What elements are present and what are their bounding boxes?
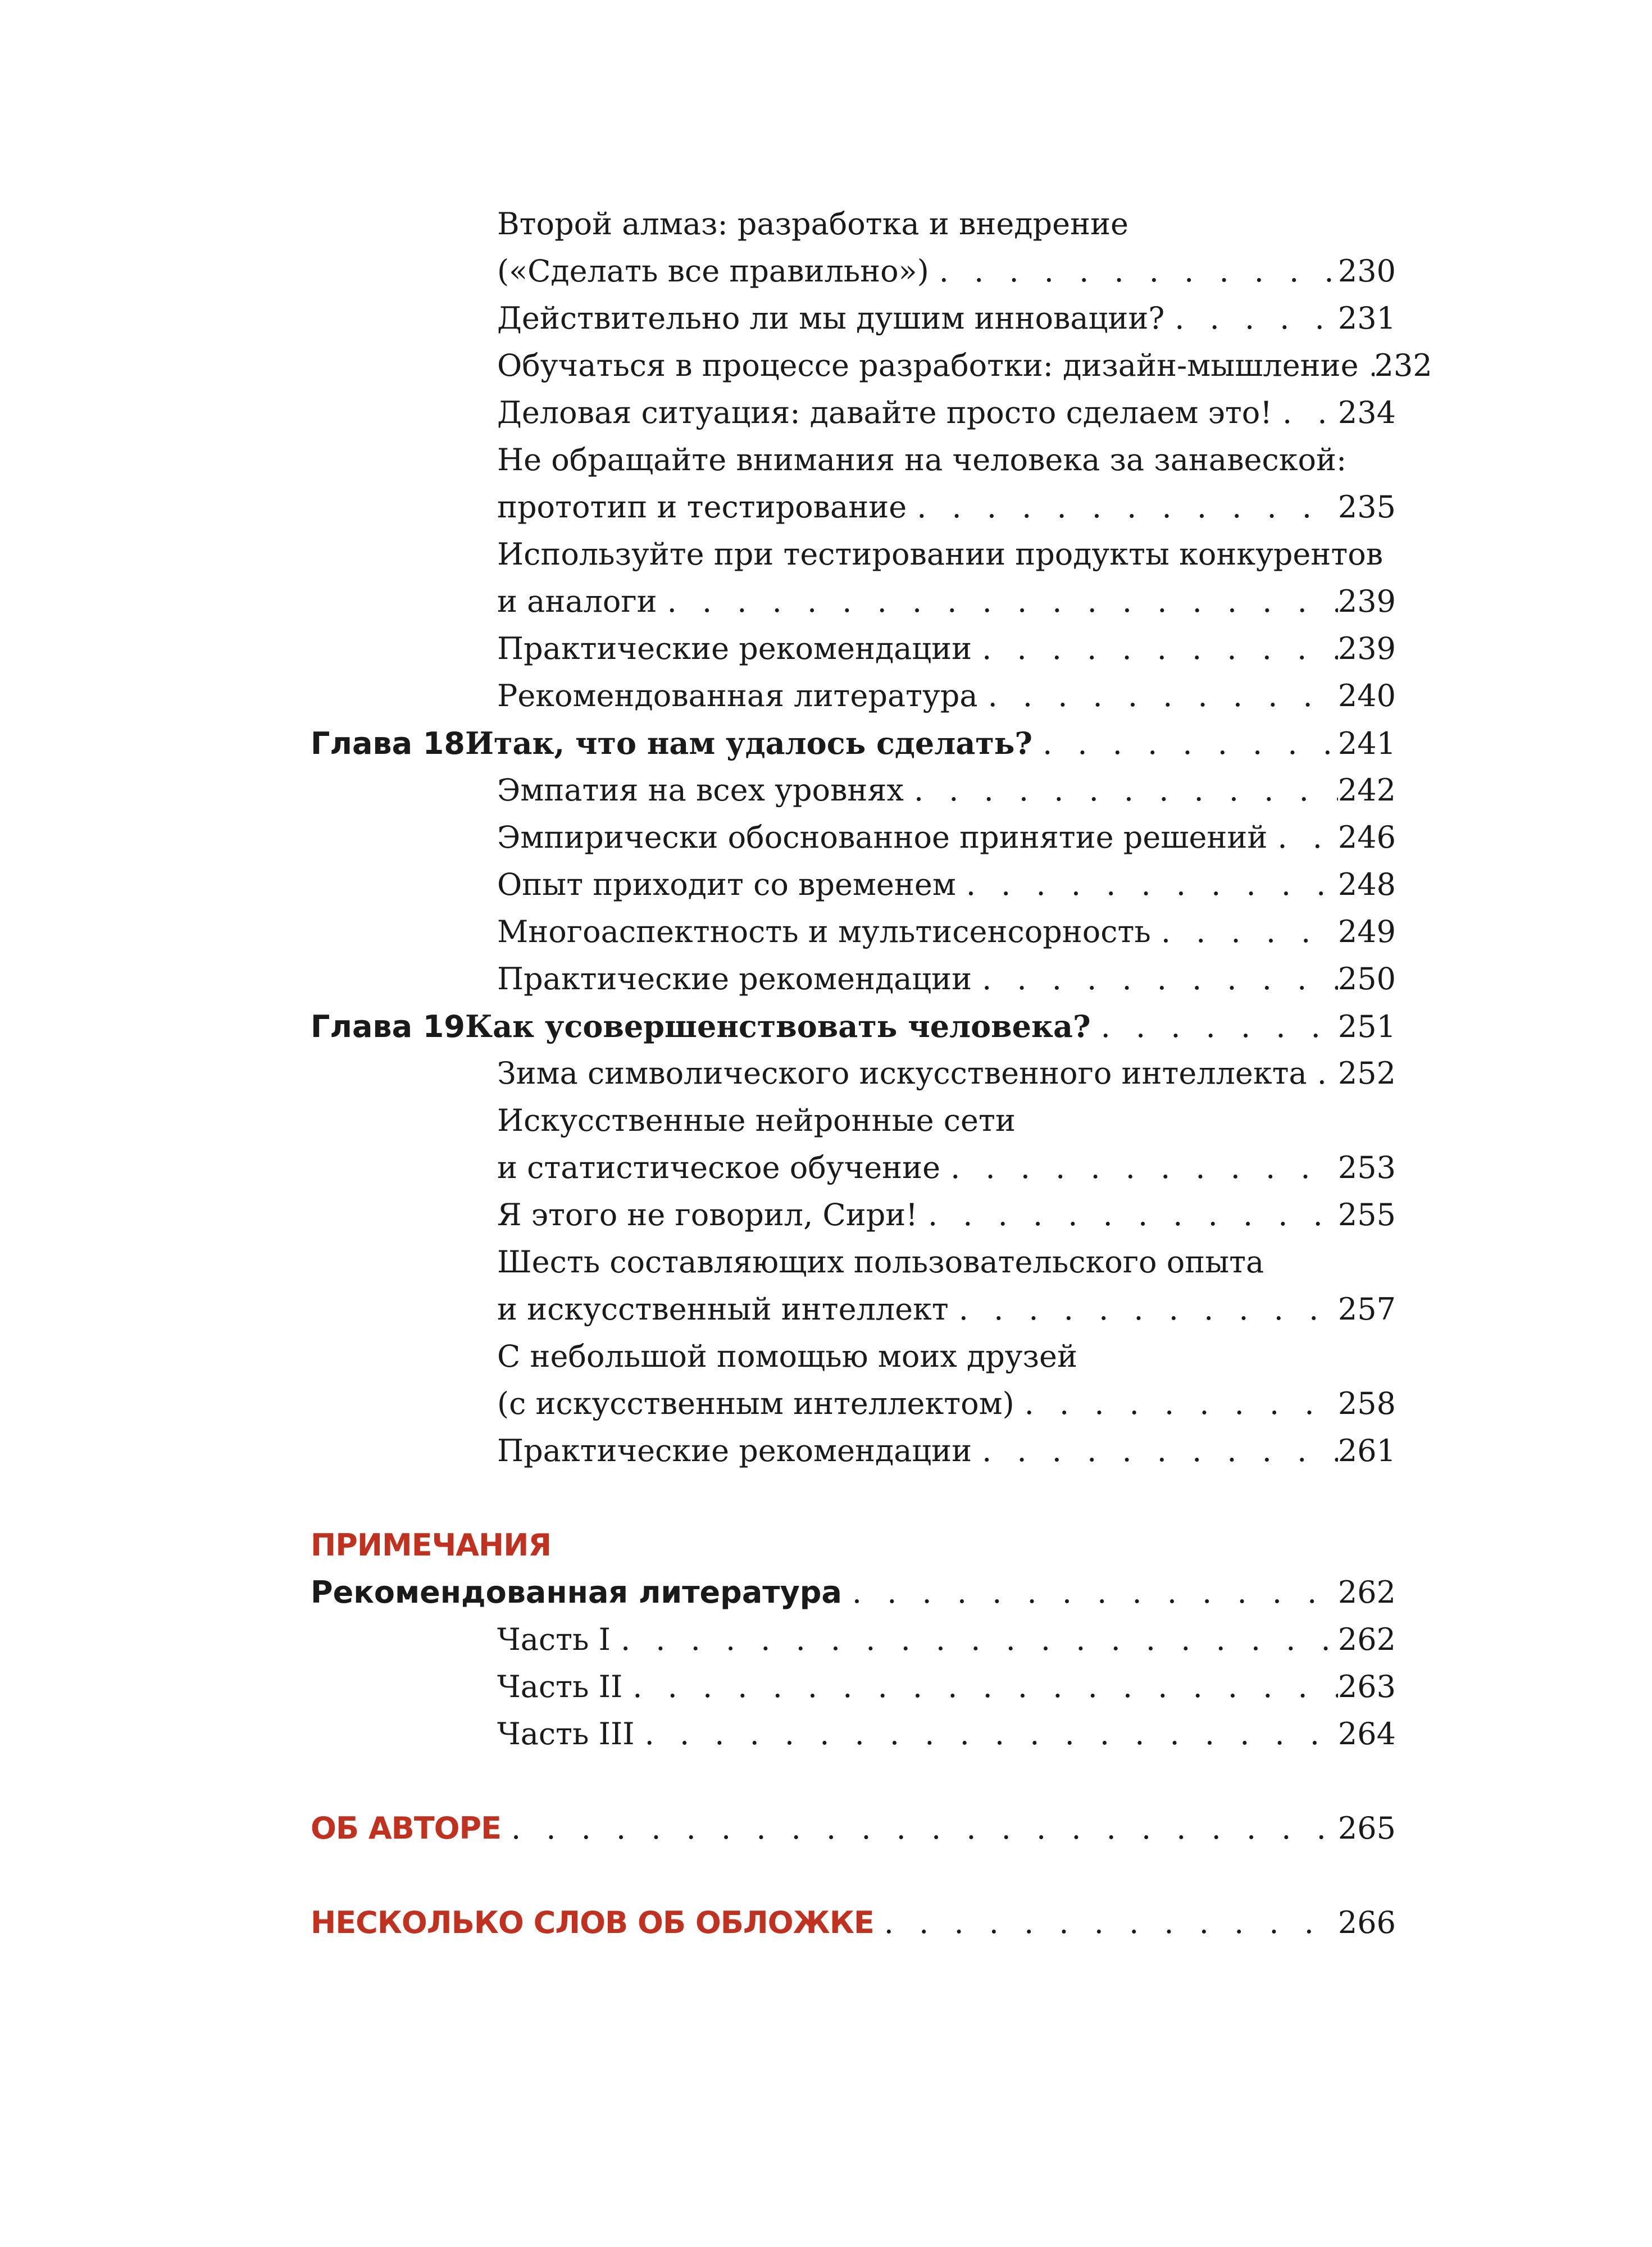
page-number: 264 — [1337, 1716, 1396, 1752]
page-number: 262 — [1337, 1575, 1396, 1610]
dot-leader — [622, 1663, 1338, 1711]
about-heading: ОБ АВТОРЕ — [311, 1811, 502, 1846]
toc-entry[interactable] — [497, 1191, 1396, 1239]
toc-entry-title-line1: Второй алмаз: разработка и внедрение — [497, 206, 1129, 242]
dot-leader — [978, 672, 1338, 720]
toc-entry-title-line2: («Сделать все правильно») — [497, 253, 929, 289]
toc-entry[interactable] — [497, 1380, 1396, 1427]
part-title: Часть II — [497, 1669, 623, 1704]
dot-leader — [1307, 1050, 1338, 1097]
toc-entry[interactable] — [497, 248, 1396, 295]
section-heading-notes[interactable] — [311, 1522, 1396, 1569]
page-number: 265 — [1337, 1811, 1396, 1846]
toc-entry[interactable] — [497, 1616, 1396, 1663]
dot-leader — [972, 1427, 1338, 1475]
page-number: 240 — [1337, 678, 1396, 713]
toc-entry[interactable] — [497, 1427, 1396, 1475]
toc-entry-title: Опыт приходит со временем — [497, 867, 956, 902]
toc-entry-title-line1: Используйте при тестировании продукты конкурентов — [497, 536, 1384, 572]
page-number: 252 — [1337, 1056, 1396, 1091]
dot-leader — [1359, 342, 1375, 389]
toc-entry[interactable] — [497, 908, 1396, 956]
dot-leader — [611, 1616, 1338, 1663]
part-title: Часть III — [497, 1716, 635, 1752]
toc-entry-title: Многоаспектность и мультисенсорность — [497, 914, 1151, 949]
page-number: 239 — [1337, 631, 1396, 666]
page-number: 263 — [1337, 1669, 1396, 1704]
dot-leader — [972, 625, 1338, 672]
toc-entry[interactable] — [497, 342, 1432, 389]
notes-heading: ПРИМЕЧАНИЯ — [311, 1527, 551, 1563]
dot-leader — [1091, 1003, 1338, 1050]
toc-entry[interactable] — [497, 956, 1396, 1003]
dot-leader — [972, 956, 1338, 1003]
section-about-cover[interactable] — [311, 1899, 1396, 1946]
dot-leader — [635, 1711, 1338, 1758]
toc-entry-line — [497, 1097, 1396, 1144]
dot-leader — [1164, 295, 1338, 342]
chapter-title: Как усовершенствовать человека? — [465, 1008, 1091, 1044]
toc-entry-title-line1: Искусственные нейронные сети — [497, 1103, 1016, 1138]
page-number: 231 — [1337, 301, 1396, 336]
toc-entry-title: Практические рекомендации — [497, 1433, 972, 1468]
dot-leader — [918, 1191, 1338, 1239]
page-number: 242 — [1337, 772, 1396, 808]
toc-entry-title-line2: прототип и тестирование — [497, 489, 907, 525]
page-number: 266 — [1337, 1905, 1396, 1940]
page-number: 258 — [1337, 1386, 1396, 1421]
toc-entry-title: Эмпатия на всех уровнях — [497, 772, 904, 808]
cover-heading: НЕСКОЛЬКО СЛОВ ОБ ОБЛОЖКЕ — [311, 1905, 874, 1940]
chapter-label: Глава 18 — [311, 726, 465, 761]
toc-entry-title: Рекомендованная литература — [497, 678, 978, 713]
chapter-19-entry[interactable] — [311, 1003, 1396, 1050]
toc-entry-title: Зима символического искусственного интеллекта — [497, 1056, 1307, 1091]
toc-entry-title: Эмпирически обоснованное принятие решений — [497, 820, 1268, 855]
dot-leader — [940, 1144, 1338, 1191]
page-number: 253 — [1337, 1150, 1396, 1185]
dot-leader — [1267, 814, 1338, 861]
toc-entry[interactable] — [497, 389, 1396, 436]
toc-entry-title-line1: Не обращайте внимания на человека за занавеской: — [497, 442, 1347, 477]
page-number: 239 — [1337, 584, 1396, 619]
toc-entry[interactable] — [497, 861, 1396, 908]
toc-entry-line — [497, 436, 1396, 484]
page-number: 230 — [1337, 253, 1396, 289]
page-number: 255 — [1337, 1197, 1396, 1232]
chapter-title: Итак, что нам удалось сделать? — [465, 725, 1033, 761]
reading-list-entry[interactable] — [311, 1569, 1396, 1616]
chapter-18-entry[interactable] — [311, 720, 1396, 767]
toc-entry-title-line2: и статистическое обучение — [497, 1150, 941, 1185]
page-number: 241 — [1337, 726, 1396, 761]
dot-leader — [842, 1569, 1338, 1616]
dot-leader — [1032, 720, 1338, 767]
toc-entry-line — [497, 1239, 1396, 1286]
page-number: 235 — [1337, 489, 1396, 525]
page-number: 250 — [1337, 961, 1396, 997]
toc-entry-title-line2: и аналоги — [497, 584, 657, 619]
part-title: Часть I — [497, 1622, 611, 1657]
dot-leader — [929, 248, 1338, 295]
page-number: 251 — [1337, 1009, 1396, 1044]
dot-leader — [904, 767, 1338, 814]
toc-entry-title: Деловая ситуация: давайте просто сделаем это! — [497, 395, 1273, 430]
toc-entry-line — [497, 1333, 1396, 1380]
page-number: 262 — [1337, 1622, 1396, 1657]
toc-entry-title-line1: С небольшой помощью моих друзей — [497, 1339, 1077, 1374]
dot-leader — [956, 861, 1338, 908]
toc-entry-title: Практические рекомендации — [497, 961, 972, 997]
chapter-label: Глава 19 — [311, 1009, 465, 1044]
toc-entry[interactable] — [497, 814, 1396, 861]
page-number: 234 — [1337, 395, 1396, 430]
toc-entry[interactable] — [497, 1050, 1396, 1097]
dot-leader — [657, 578, 1338, 625]
toc-entry[interactable] — [497, 1144, 1396, 1191]
toc-entry[interactable] — [497, 1286, 1396, 1333]
toc-entry[interactable] — [497, 1711, 1396, 1758]
page-number: 232 — [1374, 348, 1432, 383]
toc-entry-title: Обучаться в процессе разработки: дизайн-мышление — [497, 348, 1359, 383]
toc-entry[interactable] — [497, 625, 1396, 672]
reading-list-title: Рекомендованная литература — [311, 1575, 842, 1610]
dot-leader — [1151, 908, 1338, 956]
toc-entry-title-line2: (с искусственным интеллектом) — [497, 1386, 1014, 1421]
toc-entry-title: Действительно ли мы душим инновации? — [497, 301, 1165, 336]
toc-entry[interactable] — [497, 767, 1396, 814]
toc-entry-title-line1: Шесть составляющих пользовательского опыта — [497, 1244, 1264, 1280]
dot-leader — [501, 1805, 1338, 1852]
toc-entry[interactable] — [497, 1663, 1396, 1711]
dot-leader — [949, 1286, 1338, 1333]
toc-entry-line — [497, 201, 1396, 248]
page-number: 261 — [1337, 1433, 1396, 1468]
toc-entry-title: Практические рекомендации — [497, 631, 972, 666]
dot-leader — [1014, 1380, 1338, 1427]
page-number: 249 — [1337, 914, 1396, 949]
toc-entry[interactable] — [497, 295, 1396, 342]
page-number: 257 — [1337, 1291, 1396, 1327]
section-about-author[interactable] — [311, 1805, 1396, 1852]
toc-entry[interactable] — [497, 484, 1396, 531]
toc-entry[interactable] — [497, 672, 1396, 720]
toc-entry-title-line2: и искусственный интеллект — [497, 1291, 949, 1327]
page-number: 248 — [1337, 867, 1396, 902]
toc-entry[interactable] — [497, 578, 1396, 625]
dot-leader — [1272, 389, 1338, 436]
dot-leader — [874, 1899, 1338, 1946]
page-number: 246 — [1337, 820, 1396, 855]
dot-leader — [907, 484, 1338, 531]
toc-entry-line — [497, 531, 1396, 578]
toc-entry-title: Я этого не говорил, Сири! — [497, 1197, 918, 1232]
